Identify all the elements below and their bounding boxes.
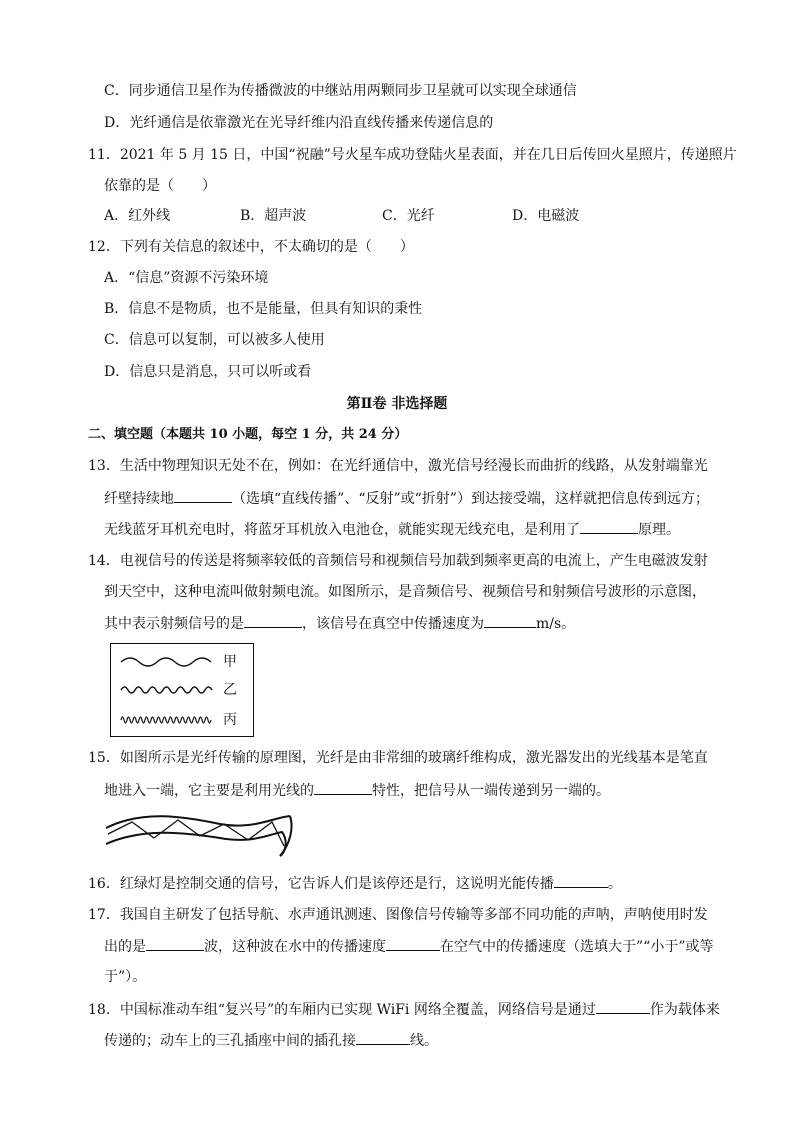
q11-option-d: D．电磁波 [512,208,580,224]
q14-blank-2[interactable] [484,613,536,628]
q13-line2 [104,488,709,509]
q13-blank-1[interactable] [174,488,232,503]
q17-text-b: 波，这种波在水中的传播速度 [204,939,386,955]
q17-text-c: 在空气中的传播速度（选填大于”“小于”或等 [440,939,714,955]
q17-line1: 17．我国自主研发了包括导航、水声通讯测速、图像信号传输等多部不同功能的声呐，声呐使用时发 [88,907,708,923]
q18-text-d: 线。 [410,1033,438,1049]
q18-blank-2[interactable] [356,1030,410,1045]
q14-wave-figure [110,643,254,737]
q18-line1 [88,999,720,1020]
q18-text-a: 18．中国标准动车组“复兴号”的车厢内已实现 WiFi 网络全覆盖，网络信号是通过 [88,1002,596,1018]
q18-blank-1[interactable] [596,999,650,1014]
q17-blank-1[interactable] [146,936,204,951]
q15-text-a: 地进入一端，它主要是利用光线的 [104,783,314,799]
q11-option-a: A．红外线 [104,208,171,224]
fiber-end [280,816,292,856]
q17-blank-2[interactable] [386,936,440,951]
q14-text-c: m/s。 [536,616,576,632]
q16-text-b: 。 [607,876,622,892]
q14-line1: 14．电视信号的传送是将频率较低的音频信号和视频信号加载到频率更高的电流上，产生电磁波发射 [88,553,708,569]
q13-text-b: （选填“直线传播”、“反射”或“折射”）到达接受端，这样就把信息传到远方； [232,491,709,507]
q14-text-a: 其中表示射频信号的是 [104,616,244,632]
q15-blank-1[interactable] [314,780,372,795]
q17-line3: 于”）。 [104,969,147,985]
fiber-outer-bottom [106,832,286,856]
q11-option-c: C．光纤 [382,208,435,224]
fiber-outer-top [106,816,290,828]
q16-text-a: 16．红绿灯是控制交通的信号，它告诉人们是该停还是行，这说明光能传播 [88,876,554,892]
q14-line3 [104,613,575,634]
q12-option-a: A．“信息”资源不污染环境 [104,270,269,286]
wave-bing [121,717,211,723]
section2-heading: 二、填空题（本题共 10 小题，每空 1 分，共 24 分） [88,427,408,442]
q12-option-c: C．信息可以复制，可以被多人使用 [104,332,325,348]
q12-option-b: B．信息不是物质，也不是能量，但具有知识的秉性 [104,301,423,317]
q11-stem-line2: 依靠的是（ ） [104,178,216,194]
q15-line1: 15．如图所示是光纤传输的原理图，光纤是由非常细的玻璃纤维构成，激光器发出的光线基本是笔直 [88,750,708,766]
q11-stem-line1: 11．2021 年 5 月 15 日，中国“祝融”号火星车成功登陆火星表面，并在几日后传回火星照片，传递照片 [88,147,737,163]
q10-option-c: C．同步通信卫星作为传播微波的中继站用两颗同步卫星就可以实现全球通信 [104,83,577,99]
q17-line2 [104,936,713,957]
q18-text-b: 作为载体来 [649,1002,720,1018]
q14-line2: 到天空中，这种电流叫做射频电流。如图所示，是音频信号、视频信号和射频信号波形的示意图， [104,584,706,600]
q17-text-a: 出的是 [104,939,146,955]
q13-text-c: 无线蓝牙耳机充电时，将蓝牙耳机放入电池仓，就能实现无线充电，是利用了 [104,522,580,538]
q13-blank-2[interactable] [580,519,638,534]
wave-label-jia: 甲 [223,654,237,670]
q13-text-a: 纤壁持续地 [104,491,174,507]
q13-text-d: 原理。 [638,522,680,538]
q12-stem: 12．下列有关信息的叙述中，不太确切的是（ ） [88,239,414,255]
q14-blank-1[interactable] [244,613,302,628]
q16-line [88,873,622,894]
q16-blank-1[interactable] [554,873,608,888]
q12-option-d: D．信息只是消息，只可以听或看 [104,364,312,380]
wave-yi [121,687,212,693]
q18-text-c: 传递的；动车上的三孔插座中间的插孔接 [104,1033,356,1049]
q15-line2 [104,780,610,801]
q14-text-b: ，该信号在真空中传播速度为 [302,616,484,632]
q15-text-b: 特性，把信号从一端传递到另一端的。 [372,783,610,799]
wave-jia [121,658,211,666]
q13-line3 [104,519,680,540]
q18-line2 [104,1030,438,1051]
wave-label-bing: 丙 [223,712,237,728]
wave-label-yi: 乙 [223,682,237,698]
optical-fiber-figure [102,810,294,862]
q11-option-b: B．超声波 [240,208,307,224]
q10-option-d: D．光纤通信是依靠激光在光导纤维内沿直线传播来传递信息的 [104,115,494,131]
q13-line1: 13．生活中物理知识无处不在，例如：在光纤通信中，激光信号经漫长而曲折的线路，从发射端靠光 [88,458,708,474]
section2-title: 第Ⅱ卷 非选择题 [346,396,448,412]
